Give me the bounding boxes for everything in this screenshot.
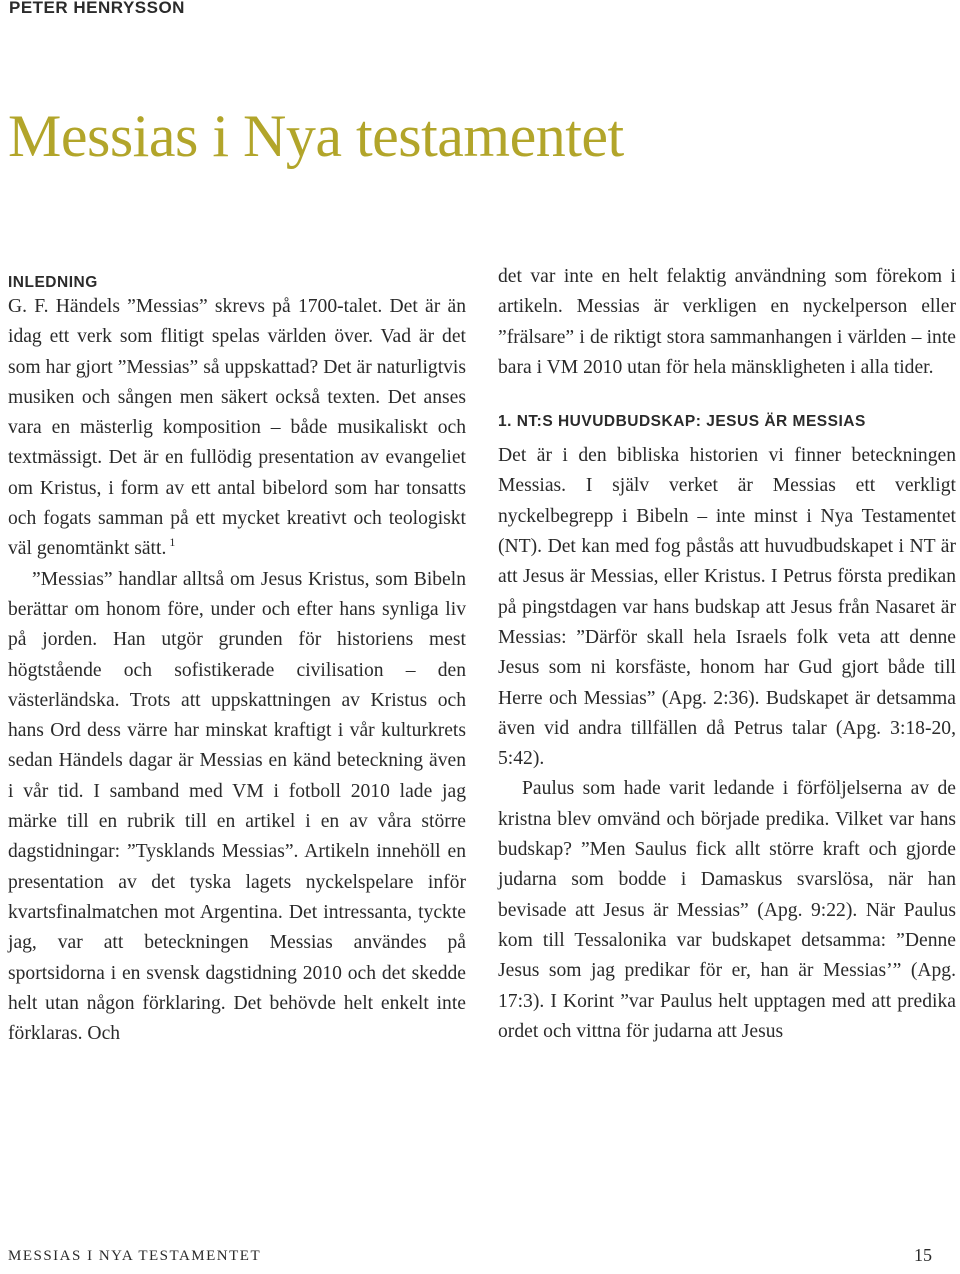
section-paragraph-1: Det är i den bibliska historien vi finner beteckningen Messias. I själv verket är Messias ett verkligt nyckelbegrepp i Bibeln – inte minst i Nya Testamentet (NT). Det kan med fog påstås att huvudbudskapet i NT är att Jesus är Messias, eller Kristus. I Petrus första predikan på pingstdagen var hans budskap att Jesus från Nasaret är Messias: ”Därför skall hela Israels folk veta att denne Jesus som ni korsfäste, honom har Gud gjort både till Herre och Messias” (Apg. 2:36). Budskapet är detsamma även vid andra tillfällen då Petrus talar (Apg. 3:18-20, 5:42).: [498, 445, 956, 770]
continued-paragraph: det var inte en helt felaktig användning som förekom i artikeln. Messias är verkligen en nyckelperson eller ”frälsare” i de riktigt stora sammanhangen i världen – inte bara i VM 2010 utan för hela mänskligheten i alla tider.: [498, 266, 956, 378]
right-column: [498, 262, 956, 1047]
left-column: [8, 262, 466, 1049]
section-paragraph-2: Paulus som hade varit ledande i förföljelserna av de kristna blev omvänd och började predika. Vilket var hans budskap? ”Men Saulus fick allt större kraft och gjorde judarna som bodde i Damaskus svarslösa, när han bevisade att Jesus är Messias” (Apg. 9:22). När Paulus kom till Tessalonika var budskapet detsamma: ”Denne Jesus som jag predikar för er, han är Messias’” (Apg. 17:3). I Korint ”var Paulus helt upptagen med att predika ordet och vittna för judarna att Jesus: [498, 778, 956, 1042]
page-number: 15: [914, 1245, 932, 1265]
intro-paragraph: [8, 292, 466, 565]
running-footer-title: MESSIAS I NYA TESTAMENTET: [8, 1248, 262, 1264]
intro-heading: INLEDNING: [8, 274, 98, 291]
footnote-marker: 1: [169, 535, 176, 550]
article-title: Messias i Nya testamentet: [8, 103, 624, 169]
section-heading: 1. NT:S HUVUDBUDSKAP: JESUS ÄR MESSIAS: [498, 413, 866, 431]
author-name: PETER HENRYSSON: [9, 0, 185, 17]
messias-paragraph: ”Messias” handlar alltså om Jesus Kristus, som Bibeln berättar om honom före, under och efter hans synliga liv på jorden. Han utgör grunden för historiens mest högtstående och sofistikerade civilisation – den västerländska. Trots att uppskattningen av Kristus och hans Ord dess värre har minskat kraftigt i vår kulturkrets sedan Händels dagar är Messias en känd beteckning även i vår tid. I samband med VM i fotboll 2010 lade jag märke till en rubrik till en artikel i en av våra större dagstidningar: ”Tysklands Messias”. Artikeln innehöll en presentation av det tyska lagets nyckelspelare inför kvartsfinalmatchen mot Argentina. Det intressanta, tyckte jag, var att beteckningen Messias användes på sportsidorna i en svensk dagstidning 2010 och det skedde helt utan någon förklaring. Det behövde helt enkelt inte förklaras. Och: [8, 568, 466, 1045]
intro-paragraph-text: G. F. Händels ”Messias” skrevs på 1700-talet. Det är än idag ett verk som flitigt spelas världen över. Vad är det som har gjort ”Messias” så uppskattad? Det är naturligtvis musiken och sången men säkert också texten. Det anses vara en mästerlig komposition – både musikaliskt och textmässigt. Det är en fullödig presentation av evangeliet om Kristus, i form av ett antal bibelord som har tonsatts och fogats samman på ett mycket kreativt och teologiskt väl genomtänkt sätt.: [8, 296, 466, 560]
